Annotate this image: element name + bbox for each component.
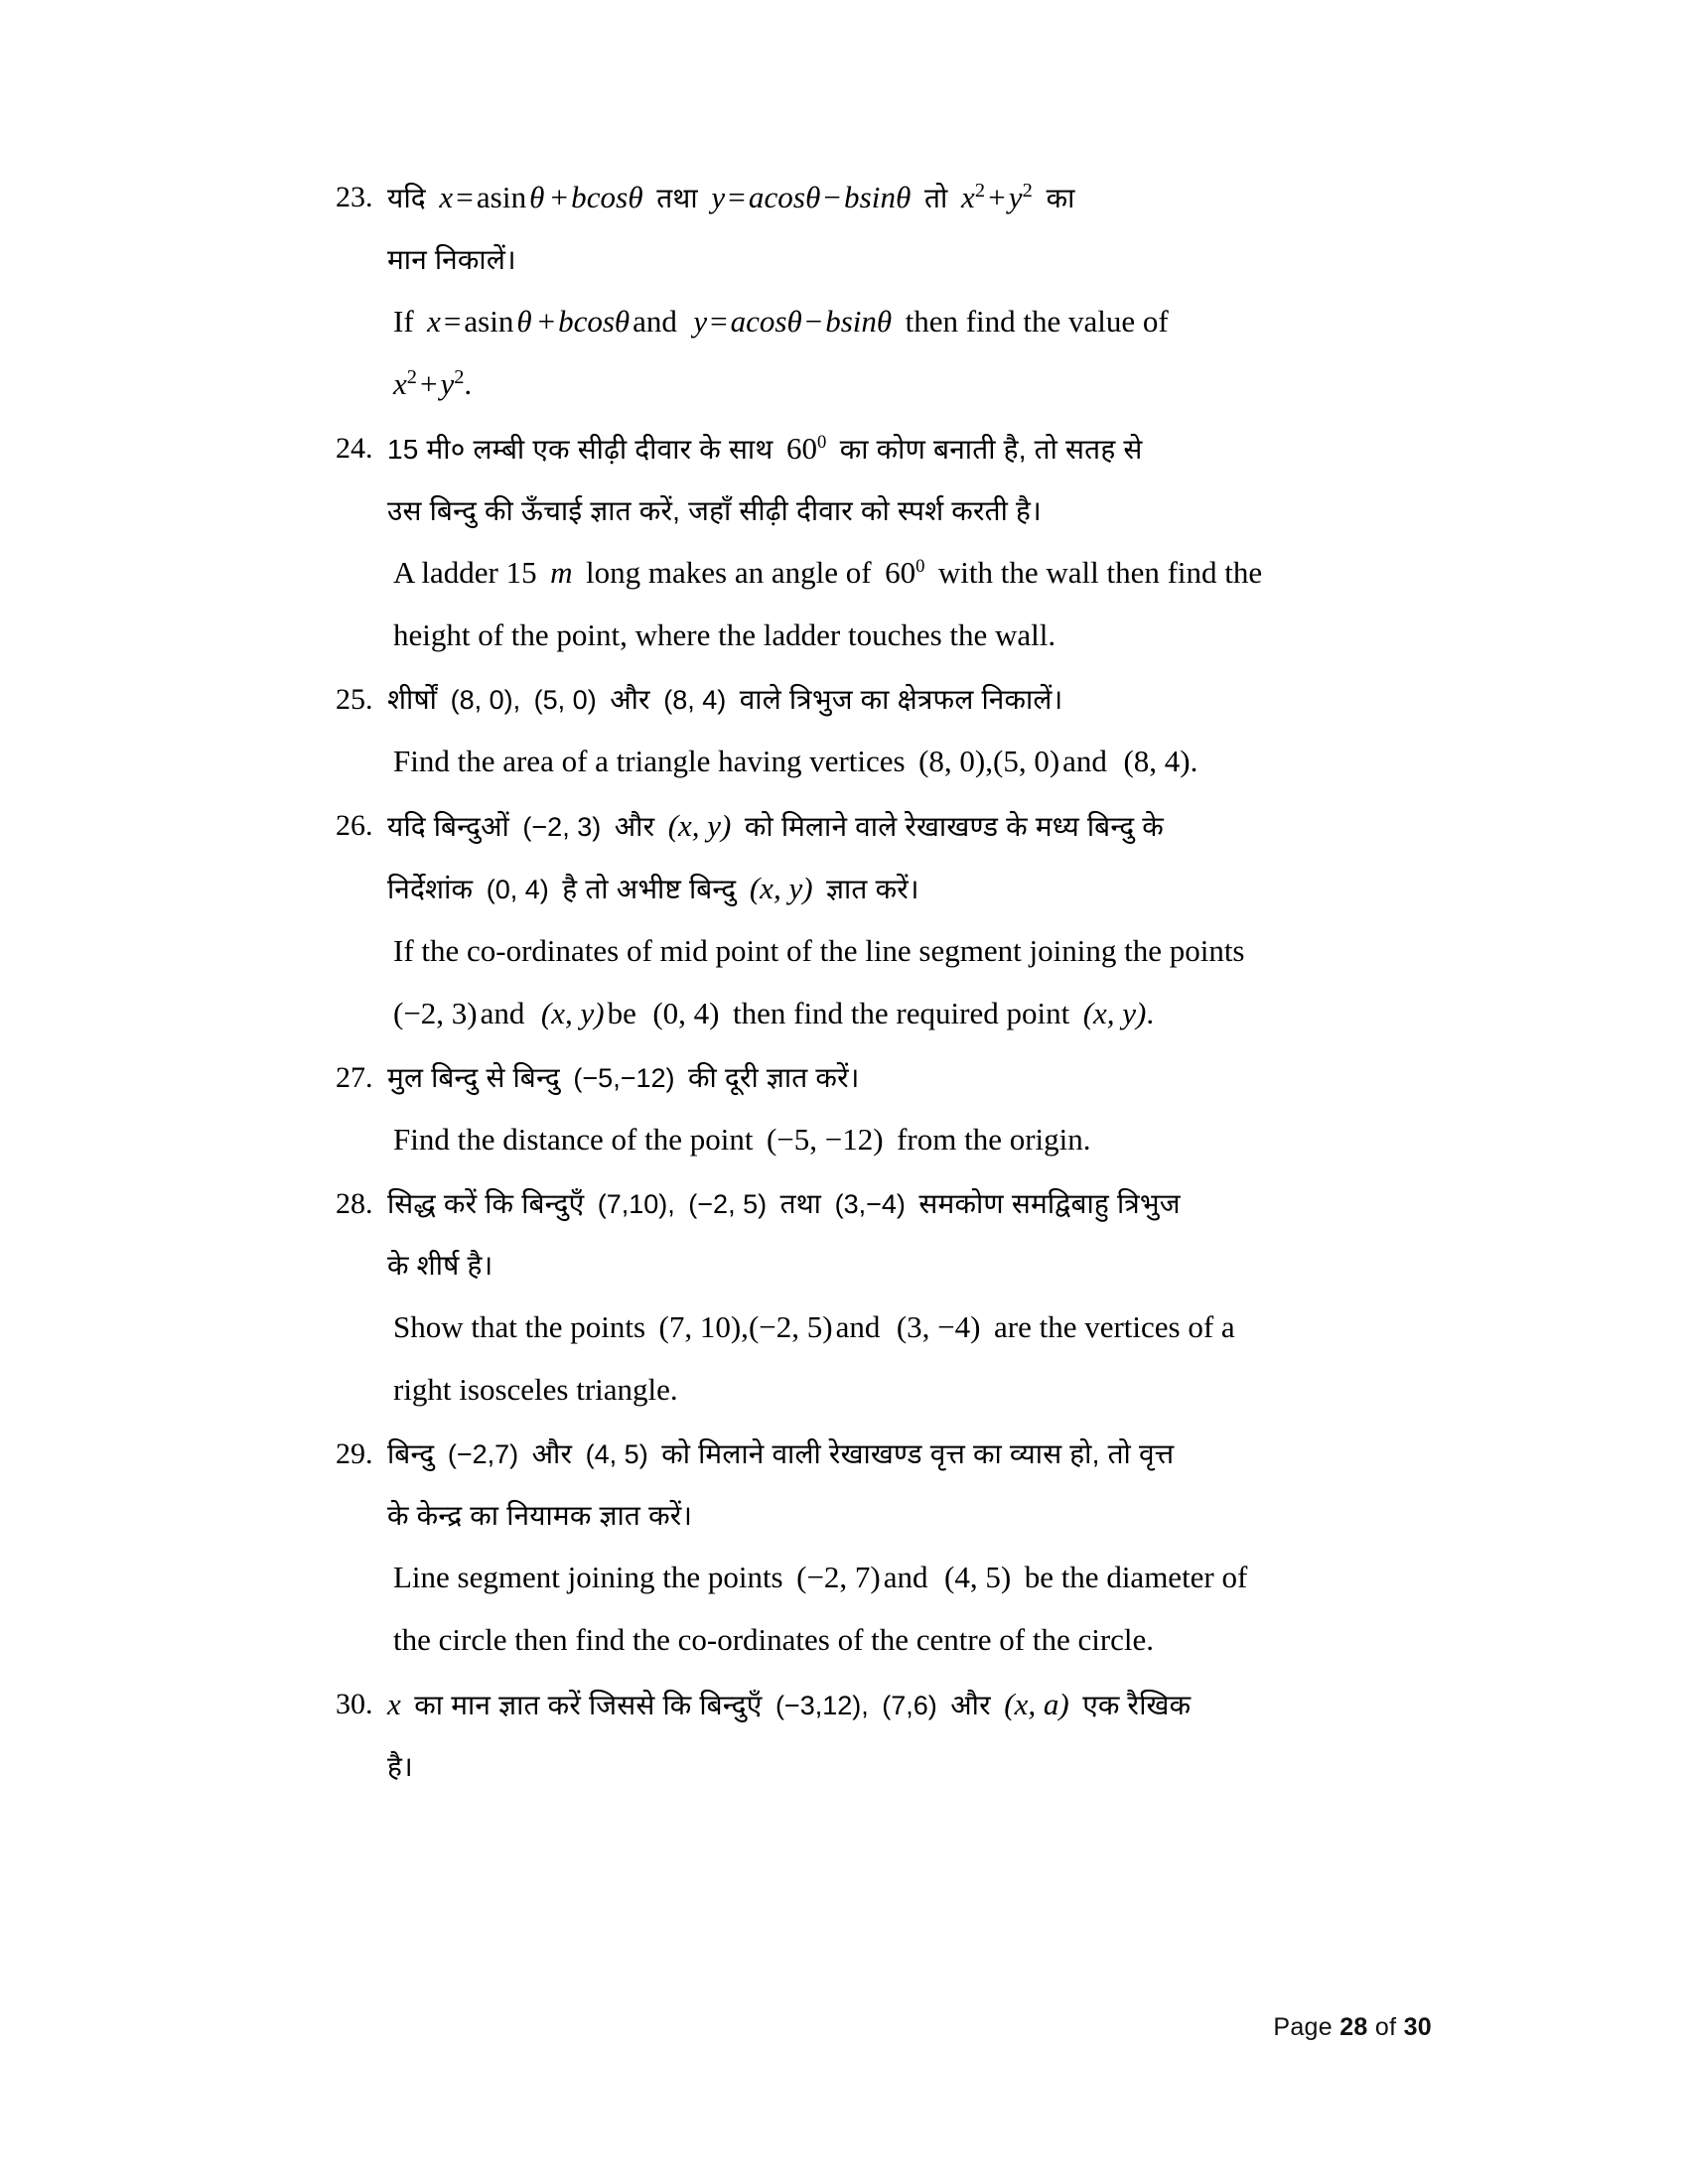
math-var-x: x <box>393 366 407 401</box>
english-text: then find the required point <box>733 996 1070 1030</box>
hindi-text: को मिलाने वाले रेखाखण्ड के मध्य बिन्दु के <box>744 811 1164 842</box>
english-text: Line segment joining the points <box>393 1560 783 1594</box>
coordinate-pair: (8, 4). <box>1123 744 1198 778</box>
question-28 <box>336 1173 1358 1422</box>
math-var-x: x <box>387 1687 401 1721</box>
english-text: be <box>607 996 636 1030</box>
question-number: 29. <box>336 1437 373 1470</box>
question-23-english-line-2 <box>387 353 1358 416</box>
hindi-text: शीर्षों <box>387 684 438 715</box>
question-body <box>387 1674 1358 1798</box>
question-26 <box>336 795 1358 1045</box>
coordinate-pair: (4, 5) <box>585 1439 648 1469</box>
question-27-english-line-1 <box>387 1109 1358 1171</box>
english-text: A ladder 15 <box>393 555 537 590</box>
english-text: . <box>464 366 473 401</box>
hindi-text: है। <box>387 1751 413 1782</box>
question-27 <box>336 1047 1358 1171</box>
math-minus: − <box>823 180 841 214</box>
hindi-text: यदि <box>387 183 426 213</box>
question-30-hindi-line-2 <box>387 1736 1358 1798</box>
coordinate-pair: (−2, 5) <box>688 1189 768 1219</box>
coordinate-pair: (7,6) <box>882 1691 937 1720</box>
math-acos-theta: acosθ <box>730 304 802 339</box>
coordinate-pair: (3, −4) <box>896 1309 981 1344</box>
math-bsin-theta: bsinθ <box>844 180 912 214</box>
math-exponent: 2 <box>454 366 465 388</box>
hindi-text: निर्देशांक <box>387 874 474 904</box>
question-30 <box>336 1674 1358 1798</box>
math-unit-m: m <box>550 555 573 590</box>
english-text: Find the area of a triangle having vertices <box>393 744 906 778</box>
coordinate-pair: (7, 10), <box>658 1309 749 1344</box>
coordinate-pair: (5, 0) <box>533 685 597 715</box>
question-23-hindi-line-1: यदि x=asinθ +bcosθ तथा y=acosθ−bsinθ तो $x^2+y^2$ का <box>387 180 1075 214</box>
question-body <box>387 1173 1358 1422</box>
english-text: If the co-ordinates of mid point of the line segment joining the points <box>393 933 1245 968</box>
question-29-english-line-1 <box>387 1547 1358 1609</box>
english-text: and <box>883 1560 928 1594</box>
question-24-hindi-line-1 <box>387 418 1358 480</box>
hindi-text: के केन्द्र का नियामक ज्ञात करें। <box>387 1500 693 1531</box>
math-plus: + <box>550 180 569 214</box>
english-text: height of the point, where the ladder touches the wall. <box>393 617 1056 652</box>
footer-prefix: Page <box>1273 2013 1333 2041</box>
hindi-text: 15 मी० लम्बी एक सीढ़ी दीवार के साथ <box>387 434 774 465</box>
hindi-text: और <box>614 811 655 842</box>
coordinate-pair: (−2, 7) <box>796 1560 881 1594</box>
coordinate-pair: (5, 0) <box>993 744 1060 778</box>
hindi-text: एक रैखिक <box>1082 1690 1192 1720</box>
english-text: and <box>835 1309 881 1344</box>
coordinate-pair: (−2,7) <box>447 1439 519 1469</box>
question-body <box>387 1424 1358 1672</box>
page-footer <box>1273 2013 1432 2042</box>
question-list <box>336 167 1358 1800</box>
coordinate-pair: (8, 0), <box>918 744 994 778</box>
hindi-text: तो <box>924 183 948 213</box>
degree-symbol: 0 <box>915 556 925 577</box>
coordinate-pair: (−5, −12) <box>766 1122 884 1157</box>
question-number: 24. <box>336 432 373 465</box>
coordinate-pair: (−3,12), <box>774 1691 869 1720</box>
math-asin: asin <box>476 180 527 214</box>
hindi-text: ज्ञात करें। <box>826 874 919 904</box>
question-26-hindi-line-1 <box>387 795 1358 858</box>
question-29 <box>336 1424 1358 1672</box>
math-var-x: x <box>427 304 441 339</box>
english-text: If <box>393 304 414 339</box>
math-var-y: y <box>1008 180 1023 214</box>
english-text: with the wall then find the <box>937 555 1263 590</box>
hindi-text: सिद्ध करें कि बिन्दुएँ <box>387 1188 585 1219</box>
hindi-text: है तो अभीष्ट बिन्दु <box>562 874 737 904</box>
coordinate-pair: (7,10), <box>597 1189 675 1219</box>
math-var-y: y <box>693 304 708 339</box>
english-text: . <box>1146 996 1155 1030</box>
question-24-english-line-2 <box>387 605 1358 667</box>
hindi-text: का <box>1046 183 1075 213</box>
english-text: and <box>480 996 525 1030</box>
english-text: from the origin. <box>897 1122 1091 1157</box>
math-var-x: x <box>439 180 454 214</box>
english-text: long makes an angle of <box>586 555 872 590</box>
math-plus: + <box>988 180 1006 214</box>
math-exponent: 2 <box>1022 180 1033 202</box>
english-text: right isosceles triangle. <box>393 1372 678 1407</box>
footer-page-number: 28 <box>1339 2013 1368 2041</box>
english-text: and <box>633 304 677 339</box>
question-23-english-line-1: If x=asinθ +bcosθand y=acosθ−bsinθ then find the value of <box>393 304 1169 339</box>
hindi-text: और <box>531 1438 573 1469</box>
math-theta: θ <box>529 180 545 214</box>
hindi-text: बिन्दु <box>387 1438 435 1469</box>
hindi-text: और <box>950 1690 991 1720</box>
question-number: 26. <box>336 809 373 842</box>
english-text: Find the distance of the point <box>393 1122 754 1157</box>
hindi-text: समकोण समद्विबाहु त्रिभुज <box>918 1188 1181 1219</box>
coordinate-pair: (0, 4) <box>486 875 549 904</box>
math-bcos-theta: bcosθ <box>558 304 631 339</box>
question-28-hindi-line-1 <box>387 1173 1358 1235</box>
math-var-y: y <box>711 180 726 214</box>
coordinate-pair: (8, 0), <box>450 685 521 715</box>
question-28-hindi-line-2 <box>387 1235 1358 1297</box>
math-plus: + <box>419 366 438 401</box>
question-26-english-line-2 <box>387 983 1358 1045</box>
question-23-hindi-line-2 <box>387 229 1358 291</box>
question-28-english-line-1 <box>387 1297 1358 1359</box>
math-plus: + <box>537 304 556 339</box>
footer-middle: of <box>1374 2013 1397 2041</box>
question-29-hindi-line-2 <box>387 1485 1358 1547</box>
question-23 <box>336 167 1358 416</box>
question-body <box>387 795 1358 1045</box>
english-text: Show that the points <box>393 1309 646 1344</box>
english-text: then find the value of <box>905 304 1169 339</box>
math-point-xy: (x, y) <box>749 871 813 905</box>
question-body <box>387 167 1358 416</box>
question-25-hindi-line-1 <box>387 669 1358 731</box>
hindi-text: तथा <box>656 183 698 213</box>
question-number: 23. <box>336 181 373 213</box>
coordinate-pair: (−2, 3) <box>522 812 602 842</box>
angle-value: 60 <box>785 431 817 466</box>
coordinate-pair: (−5,−12) <box>573 1063 675 1093</box>
question-30-hindi-line-1 <box>387 1674 1358 1736</box>
math-point-xy: (x, y) <box>1082 996 1147 1030</box>
hindi-text: के शीर्ष है। <box>387 1250 493 1281</box>
english-text: be the diameter of <box>1024 1560 1248 1594</box>
question-29-hindi-line-1 <box>387 1424 1358 1485</box>
math-exponent: 2 <box>406 366 417 388</box>
hindi-text: वाले त्रिभुज का क्षेत्रफल निकालें। <box>739 684 1063 715</box>
hindi-text: तथा <box>779 1188 822 1219</box>
question-25 <box>336 669 1358 793</box>
question-26-english-line-1 <box>387 920 1358 983</box>
math-exponent: 2 <box>974 180 986 202</box>
math-point-xy: (x, y) <box>667 808 732 843</box>
coordinate-pair: (0, 4) <box>652 996 720 1030</box>
question-number: 25. <box>336 683 373 716</box>
hindi-text: की दूरी ज्ञात करें। <box>688 1062 860 1093</box>
hindi-text: मान निकालें। <box>387 244 516 275</box>
hindi-text: उस बिन्दु की ऊँचाई ज्ञात करें, जहाँ सीढ़ी दीवार को स्पर्श करती है। <box>387 495 1042 526</box>
english-text: are the vertices of a <box>993 1309 1235 1344</box>
math-var-x: x <box>961 180 975 214</box>
question-25-english-line-1 <box>387 731 1358 793</box>
math-bsin-theta: bsinθ <box>825 304 893 339</box>
math-point-xa: (x, a) <box>1004 1687 1069 1721</box>
coordinate-pair: (−2, 3) <box>393 996 478 1030</box>
question-number: 28. <box>336 1187 373 1220</box>
hindi-text: का मान ज्ञात करें जिससे कि बिन्दुएँ <box>414 1690 763 1720</box>
question-24 <box>336 418 1358 667</box>
math-point-xy: (x, y) <box>540 996 605 1030</box>
math-acos-theta: acosθ <box>748 180 821 214</box>
footer-total-pages: 30 <box>1403 2013 1432 2041</box>
question-24-hindi-line-2 <box>387 480 1358 542</box>
question-number: 27. <box>336 1061 373 1094</box>
hindi-text: मुल बिन्दु से बिन्दु <box>387 1062 560 1093</box>
math-asin: asin <box>464 304 514 339</box>
question-28-english-line-2 <box>387 1359 1358 1422</box>
hindi-text: का कोण बनाती है, तो सतह से <box>839 434 1143 465</box>
question-body <box>387 1047 1358 1171</box>
coordinate-pair: (3,−4) <box>834 1189 906 1219</box>
math-bcos-theta: bcosθ <box>571 180 643 214</box>
angle-value: 60 <box>885 555 916 590</box>
english-text: and <box>1062 744 1107 778</box>
hindi-text: और <box>610 684 650 715</box>
english-text: the circle then find the co-ordinates of the centre of the circle. <box>393 1622 1155 1657</box>
degree-symbol: 0 <box>816 432 827 453</box>
question-27-hindi-line-1 <box>387 1047 1358 1109</box>
coordinate-pair: (−2, 5) <box>748 1309 833 1344</box>
coordinate-pair: (8, 4) <box>663 685 727 715</box>
question-body <box>387 669 1358 793</box>
question-24-english-line-1 <box>387 542 1358 605</box>
math-var-y: y <box>440 366 455 401</box>
question-number: 30. <box>336 1688 373 1720</box>
question-body <box>387 418 1358 667</box>
math-theta: θ <box>516 304 532 339</box>
hindi-text: यदि बिन्दुओं <box>387 811 509 842</box>
coordinate-pair: (4, 5) <box>944 1560 1012 1594</box>
math-minus: − <box>804 304 823 339</box>
question-26-hindi-line-2 <box>387 858 1358 920</box>
hindi-text: को मिलाने वाली रेखाखण्ड वृत्त का व्यास हो, तो वृत्त <box>661 1438 1175 1469</box>
question-29-english-line-2 <box>387 1609 1358 1672</box>
